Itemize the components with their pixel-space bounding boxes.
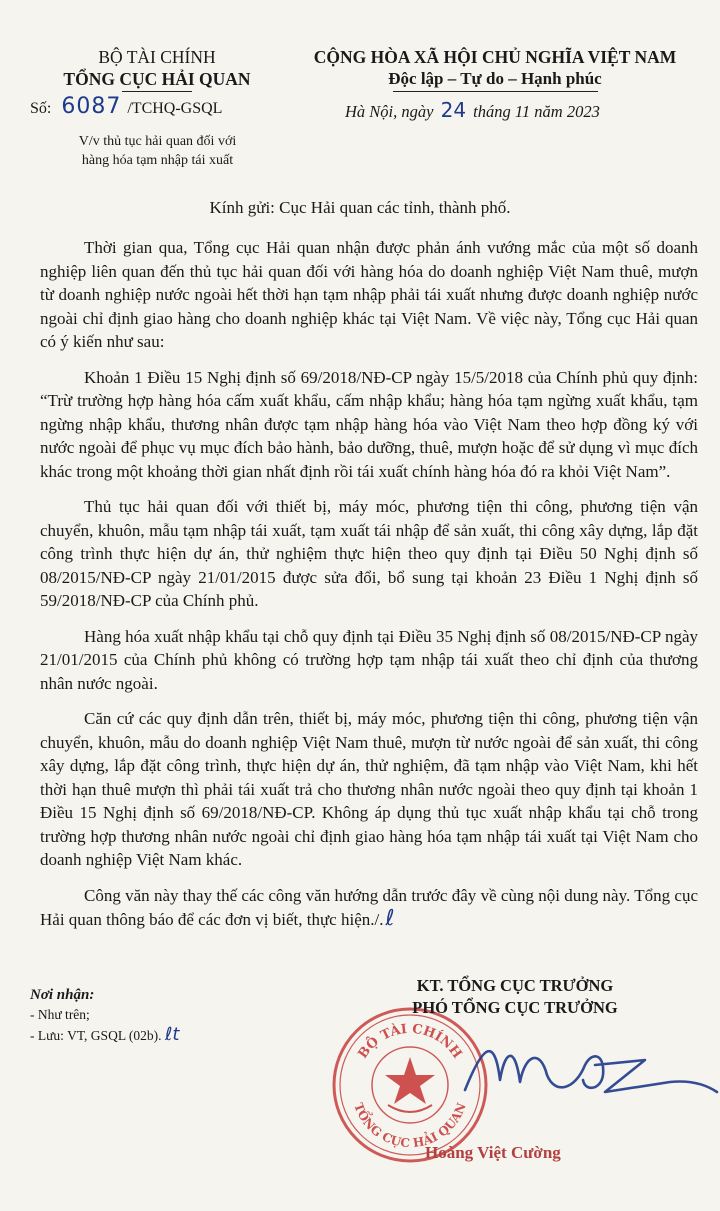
seal-bottom-text: TỔNG CỤC HẢI QUAN	[351, 1100, 469, 1151]
body-paragraph-1: Thời gian qua, Tổng cục Hải quan nhận được phản ánh vướng mắc của một số doanh nghiệp liên quan đến thủ tục hải quan đối với hàng hóa do doanh nghiệp Việt Nam thuê, mượn từ doanh nghiệp nước ngoài hết thời hạn tạm nhập phải tái xuất nhưng được doanh nghiệp nước ngoài chỉ định giao hàng cho doanh nghiệp khác tại Việt Nam. Về việc này, Tổng cục Hải quan có ý kiến như sau:	[40, 238, 698, 351]
subject-line-2: hàng hóa tạm nhập tái xuất	[81, 153, 234, 168]
letter-body	[40, 236, 698, 932]
recipients-title: Nơi nhận:	[30, 987, 95, 1003]
motto-underline	[393, 91, 598, 92]
agency-name: TỔNG CỤC HẢI QUAN	[63, 69, 251, 89]
closing-ink-mark: ℓ	[385, 906, 395, 931]
recipient-item-text: - Lưu: VT, GSQL (02b).	[30, 1028, 162, 1043]
recipient-initials: ℓt	[164, 1024, 180, 1045]
doc-number-prefix: Số:	[30, 100, 52, 117]
recipients-block	[30, 985, 179, 1046]
recipient-item	[30, 1025, 179, 1046]
agency-parent: BỘ TÀI CHÍNH	[98, 47, 216, 67]
issuing-agency-block	[22, 46, 292, 92]
closing-text: Công văn này thay thế các công văn hướng dẫn trước đây về cùng nội dung này. Tổng cục Hải quan thông báo để các đơn vị biết, thực hiện./.	[40, 885, 698, 929]
date-day-handwritten: 24	[440, 98, 467, 122]
doc-number-suffix: /TCHQ-GSQL	[127, 100, 223, 117]
body-paragraph-4: Hàng hóa xuất nhập khẩu tại chỗ quy định tại Điều 35 Nghị định số 08/2015/NĐ-CP ngày 21/01/2015 của Chính phủ không có trường hợp tạm nhập tái xuất theo chỉ định của thương nhân nước ngoài.	[40, 626, 698, 693]
star-emblem-icon	[385, 1057, 435, 1112]
greeting: Kính gửi: Cục Hải quan các tỉnh, thành phố.	[209, 198, 511, 217]
document-number	[30, 94, 222, 119]
agency-underline	[122, 91, 192, 92]
issue-date	[345, 98, 600, 122]
body-paragraph-5: Căn cứ các quy định dẫn trên, thiết bị, máy móc, phương tiện thi công, phương tiện vận chuyển, khuôn, mẫu do doanh nghiệp Việt Nam thuê, mượn từ nước ngoài để sản xuất, thi công xây dựng, lắp đặt công trình, thực hiện dự án, thử nghiệm, đã tạm nhập vào Việt Nam, khi hết thời hạn thuê mượn thì phải tái xuất trả cho thương nhân nước ngoài theo quy định tại khoản 1 Điều 15 Nghị định số 69/2018/NĐ-CP. Không áp dụng thủ tục xuất nhập khẩu tại chỗ trong trường hợp thương nhân nước ngoài chỉ định giao hàng hóa tạm nhập tái xuất tại Việt Nam cho doanh nghiệp Việt Nam khác.	[40, 709, 698, 869]
subject-line-1: V/v thủ tục hải quan đối với	[78, 134, 237, 149]
date-suffix: tháng 11 năm 2023	[473, 102, 600, 121]
national-heading-block	[285, 46, 705, 92]
date-prefix: Hà Nội, ngày	[345, 102, 434, 121]
recipient-item: - Như trên;	[30, 1007, 90, 1022]
signer-authority: KT. TỔNG CỤC TRƯỞNG	[416, 976, 614, 995]
doc-number-handwritten: 6087	[61, 94, 122, 119]
signature-block	[365, 975, 665, 1019]
body-paragraph-6	[40, 884, 698, 932]
handwritten-signature	[455, 1020, 720, 1130]
subject-line	[40, 132, 275, 170]
seal-top-text: BỘ TÀI CHÍNH	[355, 1021, 465, 1062]
national-motto: Độc lập – Tự do – Hạnh phúc	[388, 69, 602, 88]
country-name: CỘNG HÒA XÃ HỘI CHỦ NGHĨA VIỆT NAM	[313, 47, 677, 67]
body-paragraph-2: Khoản 1 Điều 15 Nghị định số 69/2018/NĐ-CP ngày 15/5/2018 của Chính phủ quy định: “Trừ trường hợp hàng hóa cấm xuất khẩu, cấm nhập khẩu; hàng hóa tạm ngừng xuất khẩu, tạm ngừng nhập khẩu, thương nhân được tạm nhập hàng hóa vào Việt Nam theo hợp đồng ký với nước ngoài để phục vụ mục đích bảo hành, bảo dưỡng, thuê, mượn hoặc để sử dụng vì mục đích khác trong một khoảng thời gian nhất định rồi tái xuất chính hàng hóa đó ra khỏi Việt Nam”.	[40, 367, 698, 481]
signer-name: Hoàng Việt Cường	[425, 1143, 561, 1162]
body-paragraph-3: Thủ tục hải quan đối với thiết bị, máy móc, phương tiện thi công, phương tiện vận chuyển, khuôn, mẫu tạm nhập tái xuất, tạm xuất tái nhập để sản xuất, thi công xây dựng, lắp đặt công trình thực hiện dự án, thử nghiệm thực hiện theo quy định tại Điều 50 Nghị định số 08/2015/NĐ-CP ngày 21/01/2015 được sửa đổi, bổ sung tại khoản 23 Điều 1 Nghị định số 59/2018/NĐ-CP của Chính phủ.	[40, 497, 698, 610]
signer-title: PHÓ TỔNG CỤC TRƯỞNG	[412, 998, 618, 1017]
